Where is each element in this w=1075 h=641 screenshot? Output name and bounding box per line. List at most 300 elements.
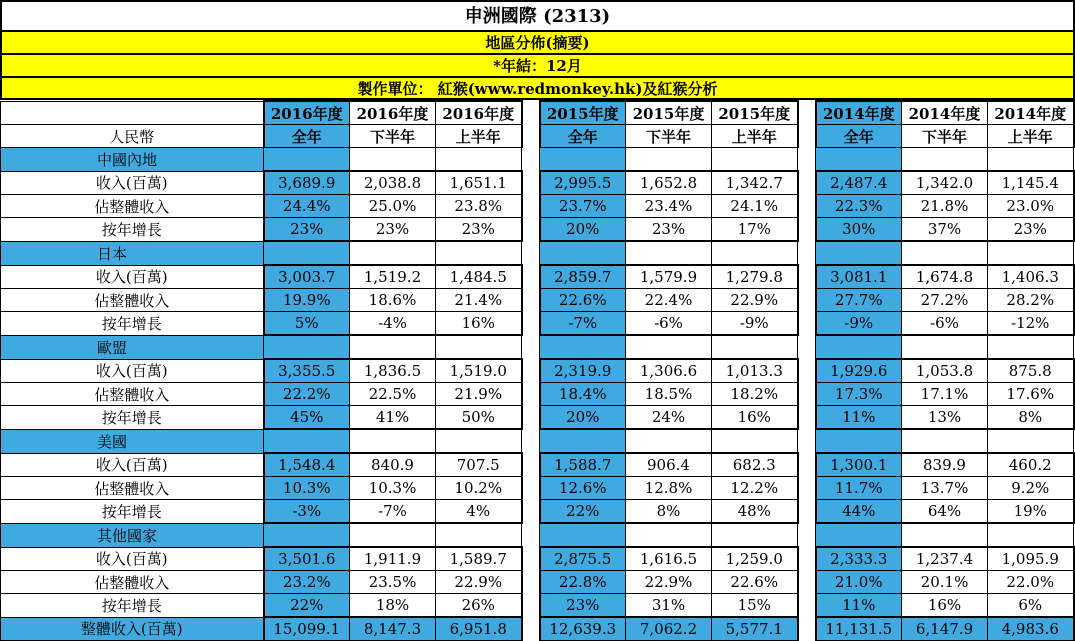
value-cell: 23.8%	[436, 195, 522, 218]
spacer-cell	[522, 148, 540, 172]
value-cell: 1,911.9	[350, 547, 436, 571]
spacer-cell	[798, 101, 816, 125]
empty-cell	[350, 241, 436, 265]
empty-cell	[264, 523, 350, 547]
row-label: 佔整體收入	[1, 383, 264, 406]
empty-cell	[712, 335, 798, 359]
value-cell: 1,519.0	[436, 359, 522, 383]
empty-cell	[436, 241, 522, 265]
empty-cell	[988, 335, 1074, 359]
value-cell: 18.6%	[350, 289, 436, 312]
value-cell: 22.3%	[816, 195, 902, 218]
value-cell: 22.2%	[264, 383, 350, 406]
row-label: 按年增長	[1, 500, 264, 524]
empty-cell	[540, 148, 626, 172]
value-cell: 16%	[436, 312, 522, 336]
period-header-cell: 上半年	[988, 125, 1074, 148]
value-cell: 1,279.8	[712, 265, 798, 289]
growth-row	[1, 500, 1074, 524]
value-cell: 27.2%	[902, 289, 988, 312]
value-cell: 2,875.5	[540, 547, 626, 571]
spacer-cell	[798, 523, 816, 547]
value-cell: 22.6%	[540, 289, 626, 312]
value-cell: 1,674.8	[902, 265, 988, 289]
value-cell: 18.2%	[712, 383, 798, 406]
value-cell: 28.2%	[988, 289, 1074, 312]
year-header-cell: 2014年度	[988, 101, 1074, 125]
period-header-cell: 下半年	[902, 125, 988, 148]
share-row	[1, 383, 1074, 406]
value-cell: -12%	[988, 312, 1074, 336]
value-cell: -9%	[816, 312, 902, 336]
value-cell: 10.3%	[350, 477, 436, 500]
row-label: 佔整體收入	[1, 571, 264, 594]
empty-cell	[540, 241, 626, 265]
empty-cell	[988, 523, 1074, 547]
value-cell: 1,013.3	[712, 359, 798, 383]
value-cell: 2,333.3	[816, 547, 902, 571]
share-row	[1, 571, 1074, 594]
value-cell: 1,300.1	[816, 453, 902, 477]
spacer-cell	[798, 453, 816, 477]
value-cell: 2,995.5	[540, 171, 626, 195]
empty-cell	[626, 335, 712, 359]
region-header-row	[1, 335, 1074, 359]
value-cell: 10.3%	[264, 477, 350, 500]
share-row	[1, 195, 1074, 218]
revenue-row	[1, 547, 1074, 571]
spacer-cell	[798, 335, 816, 359]
value-cell: 24.1%	[712, 195, 798, 218]
empty-cell	[540, 335, 626, 359]
value-cell: 9.2%	[988, 477, 1074, 500]
empty-cell	[988, 429, 1074, 453]
empty-cell	[816, 148, 902, 172]
value-cell: 1,095.9	[988, 547, 1074, 571]
spacer-cell	[522, 265, 540, 289]
value-cell: 22%	[540, 500, 626, 524]
spacer-cell	[798, 359, 816, 383]
empty-cell	[350, 148, 436, 172]
year-header-cell: 2014年度	[902, 101, 988, 125]
spacer-cell	[798, 195, 816, 218]
value-cell: -6%	[626, 312, 712, 336]
growth-row	[1, 312, 1074, 336]
value-cell: 23.5%	[350, 571, 436, 594]
period-header-cell: 上半年	[436, 125, 522, 148]
value-cell: 23.7%	[540, 195, 626, 218]
value-cell: 1,836.5	[350, 359, 436, 383]
spacer-cell	[522, 477, 540, 500]
spacer-cell	[522, 125, 540, 148]
value-cell: 22.5%	[350, 383, 436, 406]
value-cell: 13.7%	[902, 477, 988, 500]
value-cell: 26%	[436, 594, 522, 618]
year-header-cell: 2016年度	[436, 101, 522, 125]
spacer-cell	[522, 383, 540, 406]
value-cell: -7%	[540, 312, 626, 336]
row-label: 佔整體收入	[1, 195, 264, 218]
region-header-row	[1, 148, 1074, 172]
spacer-cell	[522, 500, 540, 524]
value-cell: 23.2%	[264, 571, 350, 594]
year-header-cell: 2016年度	[350, 101, 436, 125]
empty-cell	[436, 148, 522, 172]
value-cell: 41%	[350, 406, 436, 430]
spacer-cell	[522, 571, 540, 594]
value-cell: 24%	[626, 406, 712, 430]
empty-cell	[264, 241, 350, 265]
value-cell: 875.8	[988, 359, 1074, 383]
empty-cell	[712, 148, 798, 172]
region-name: 其他國家	[1, 523, 264, 547]
year-header-cell: 2015年度	[540, 101, 626, 125]
empty-cell	[902, 148, 988, 172]
value-cell: 7,062.2	[626, 617, 712, 641]
row-label: 收入(百萬)	[1, 453, 264, 477]
value-cell: 27.7%	[816, 289, 902, 312]
value-cell: 11%	[816, 406, 902, 430]
share-row	[1, 289, 1074, 312]
empty-cell	[816, 335, 902, 359]
spacer-cell	[798, 241, 816, 265]
value-cell: 23%	[988, 218, 1074, 242]
year-header-cell: 2015年度	[712, 101, 798, 125]
row-label: 按年增長	[1, 218, 264, 242]
value-cell: 23%	[626, 218, 712, 242]
spacer-cell	[798, 383, 816, 406]
spacer-cell	[522, 171, 540, 195]
row-label: 收入(百萬)	[1, 171, 264, 195]
region-header-row	[1, 523, 1074, 547]
region-header-row	[1, 429, 1074, 453]
growth-row	[1, 406, 1074, 430]
spacer-cell	[522, 312, 540, 336]
value-cell: 24.4%	[264, 195, 350, 218]
spacer-cell	[798, 218, 816, 242]
spacer-cell	[798, 289, 816, 312]
spacer-cell	[798, 477, 816, 500]
spacer-cell	[522, 101, 540, 125]
value-cell: 12.8%	[626, 477, 712, 500]
period-header-cell: 下半年	[626, 125, 712, 148]
spacer-cell	[522, 335, 540, 359]
value-cell: 17%	[712, 218, 798, 242]
value-cell: 23.0%	[988, 195, 1074, 218]
producer-note: 製作單位： 紅猴(www.redmonkey.hk)及紅猴分析	[0, 76, 1075, 100]
value-cell: 23%	[540, 594, 626, 618]
period-header-cell: 全年	[540, 125, 626, 148]
value-cell: 37%	[902, 218, 988, 242]
value-cell: 64%	[902, 500, 988, 524]
regional-revenue-table	[0, 100, 1075, 641]
value-cell: 44%	[816, 500, 902, 524]
spacer-cell	[798, 406, 816, 430]
row-label: 按年增長	[1, 406, 264, 430]
value-cell: -4%	[350, 312, 436, 336]
value-cell: -3%	[264, 500, 350, 524]
value-cell: 17.3%	[816, 383, 902, 406]
spacer-cell	[522, 523, 540, 547]
region-name: 美國	[1, 429, 264, 453]
value-cell: 6,951.8	[436, 617, 522, 641]
total-row	[1, 617, 1074, 641]
value-cell: 22.0%	[988, 571, 1074, 594]
empty-cell	[902, 429, 988, 453]
spacer-cell	[522, 289, 540, 312]
value-cell: 1,237.4	[902, 547, 988, 571]
period-header-cell: 全年	[264, 125, 350, 148]
value-cell: 1,306.6	[626, 359, 712, 383]
value-cell: -6%	[902, 312, 988, 336]
spacer-cell	[798, 429, 816, 453]
row-label: 收入(百萬)	[1, 547, 264, 571]
value-cell: 3,081.1	[816, 265, 902, 289]
empty-cell	[626, 523, 712, 547]
year-header-row	[1, 101, 1074, 125]
value-cell: 682.3	[712, 453, 798, 477]
value-cell: 13%	[902, 406, 988, 430]
empty-cell	[712, 523, 798, 547]
value-cell: 12.2%	[712, 477, 798, 500]
empty-cell	[436, 523, 522, 547]
spacer-cell	[798, 148, 816, 172]
row-label: 收入(百萬)	[1, 359, 264, 383]
value-cell: 23%	[350, 218, 436, 242]
spacer-cell	[522, 218, 540, 242]
year-header-cell: 2014年度	[816, 101, 902, 125]
spacer-cell	[798, 617, 816, 641]
value-cell: 23%	[264, 218, 350, 242]
value-cell: 15,099.1	[264, 617, 350, 641]
spacer-cell	[522, 429, 540, 453]
value-cell: 840.9	[350, 453, 436, 477]
empty-cell	[350, 523, 436, 547]
value-cell: 20%	[540, 406, 626, 430]
value-cell: 23%	[436, 218, 522, 242]
region-name: 歐盟	[1, 335, 264, 359]
period-header-cell: 下半年	[350, 125, 436, 148]
value-cell: 22.9%	[436, 571, 522, 594]
value-cell: 12.6%	[540, 477, 626, 500]
value-cell: 1,588.7	[540, 453, 626, 477]
value-cell: 21.4%	[436, 289, 522, 312]
spacer-cell	[798, 571, 816, 594]
spacer-cell	[522, 241, 540, 265]
value-cell: 19.9%	[264, 289, 350, 312]
value-cell: 6,147.9	[902, 617, 988, 641]
value-cell: 460.2	[988, 453, 1074, 477]
value-cell: 1,651.1	[436, 171, 522, 195]
empty-cell	[712, 429, 798, 453]
value-cell: 839.9	[902, 453, 988, 477]
value-cell: -7%	[350, 500, 436, 524]
region-name: 日本	[1, 241, 264, 265]
report-subtitle: 地區分佈(摘要)	[0, 30, 1075, 53]
empty-cell	[712, 241, 798, 265]
value-cell: -9%	[712, 312, 798, 336]
value-cell: 22.6%	[712, 571, 798, 594]
value-cell: 1,548.4	[264, 453, 350, 477]
value-cell: 31%	[626, 594, 712, 618]
spacer-cell	[798, 125, 816, 148]
growth-row	[1, 218, 1074, 242]
spacer-cell	[522, 547, 540, 571]
year-header-cell: 2016年度	[264, 101, 350, 125]
currency-label: 人民幣	[1, 125, 264, 148]
year-header-cell: 2015年度	[626, 101, 712, 125]
empty-cell	[264, 429, 350, 453]
empty-cell	[988, 148, 1074, 172]
value-cell: 1,342.7	[712, 171, 798, 195]
value-cell: 11%	[816, 594, 902, 618]
value-cell: 22%	[264, 594, 350, 618]
value-cell: 21.8%	[902, 195, 988, 218]
value-cell: 5,577.1	[712, 617, 798, 641]
value-cell: 906.4	[626, 453, 712, 477]
value-cell: 3,689.9	[264, 171, 350, 195]
value-cell: 1,406.3	[988, 265, 1074, 289]
value-cell: 4,983.6	[988, 617, 1074, 641]
value-cell: 1,579.9	[626, 265, 712, 289]
revenue-row	[1, 265, 1074, 289]
value-cell: 3,355.5	[264, 359, 350, 383]
spacer-cell	[798, 265, 816, 289]
empty-cell	[264, 335, 350, 359]
value-cell: 8,147.3	[350, 617, 436, 641]
empty-cell	[816, 429, 902, 453]
row-label: 佔整體收入	[1, 477, 264, 500]
value-cell: 1,259.0	[712, 547, 798, 571]
spacer-cell	[522, 359, 540, 383]
value-cell: 48%	[712, 500, 798, 524]
value-cell: 2,859.7	[540, 265, 626, 289]
empty-cell	[626, 241, 712, 265]
spacer-cell	[522, 195, 540, 218]
value-cell: 1,652.8	[626, 171, 712, 195]
empty-cell	[540, 523, 626, 547]
revenue-row	[1, 453, 1074, 477]
value-cell: 16%	[712, 406, 798, 430]
region-name: 中國內地	[1, 148, 264, 172]
empty-cell	[988, 241, 1074, 265]
empty-cell	[436, 335, 522, 359]
value-cell: 1,616.5	[626, 547, 712, 571]
value-cell: 2,038.8	[350, 171, 436, 195]
empty-cell	[816, 523, 902, 547]
share-row	[1, 477, 1074, 500]
value-cell: 11.7%	[816, 477, 902, 500]
value-cell: 22.4%	[626, 289, 712, 312]
row-label: 按年增長	[1, 312, 264, 336]
row-label: 整體收入(百萬)	[1, 617, 264, 641]
value-cell: 22.9%	[626, 571, 712, 594]
value-cell: 4%	[436, 500, 522, 524]
value-cell: 50%	[436, 406, 522, 430]
spacer-cell	[798, 171, 816, 195]
value-cell: 3,003.7	[264, 265, 350, 289]
value-cell: 25.0%	[350, 195, 436, 218]
value-cell: 18.4%	[540, 383, 626, 406]
value-cell: 8%	[988, 406, 1074, 430]
value-cell: 12,639.3	[540, 617, 626, 641]
row-label: 收入(百萬)	[1, 265, 264, 289]
value-cell: 8%	[626, 500, 712, 524]
value-cell: 18%	[350, 594, 436, 618]
value-cell: 30%	[816, 218, 902, 242]
spacer-cell	[798, 500, 816, 524]
value-cell: 20.1%	[902, 571, 988, 594]
empty-cell	[350, 429, 436, 453]
growth-row	[1, 594, 1074, 618]
value-cell: 1,053.8	[902, 359, 988, 383]
spacer-cell	[798, 312, 816, 336]
value-cell: 1,929.6	[816, 359, 902, 383]
empty-cell	[626, 148, 712, 172]
empty-cell	[264, 148, 350, 172]
value-cell: 10.2%	[436, 477, 522, 500]
spacer-cell	[522, 453, 540, 477]
value-cell: 1,589.7	[436, 547, 522, 571]
value-cell: 19%	[988, 500, 1074, 524]
period-header-cell: 上半年	[712, 125, 798, 148]
value-cell: 1,484.5	[436, 265, 522, 289]
value-cell: 45%	[264, 406, 350, 430]
value-cell: 6%	[988, 594, 1074, 618]
value-cell: 17.1%	[902, 383, 988, 406]
value-cell: 22.8%	[540, 571, 626, 594]
spacer-cell	[522, 406, 540, 430]
value-cell: 1,519.2	[350, 265, 436, 289]
value-cell: 1,145.4	[988, 171, 1074, 195]
empty-cell	[902, 241, 988, 265]
header-corner-cell	[1, 101, 264, 125]
spacer-cell	[798, 547, 816, 571]
report-title: 申洲國際 (2313)	[0, 0, 1075, 30]
empty-cell	[350, 335, 436, 359]
row-label: 按年增長	[1, 594, 264, 618]
value-cell: 3,501.6	[264, 547, 350, 571]
value-cell: 1,342.0	[902, 171, 988, 195]
value-cell: 707.5	[436, 453, 522, 477]
value-cell: 22.9%	[712, 289, 798, 312]
empty-cell	[816, 241, 902, 265]
revenue-row	[1, 359, 1074, 383]
value-cell: 18.5%	[626, 383, 712, 406]
period-header-row	[1, 125, 1074, 148]
value-cell: 2,319.9	[540, 359, 626, 383]
value-cell: 15%	[712, 594, 798, 618]
value-cell: 23.4%	[626, 195, 712, 218]
spacer-cell	[798, 594, 816, 618]
empty-cell	[540, 429, 626, 453]
row-label: 佔整體收入	[1, 289, 264, 312]
empty-cell	[902, 335, 988, 359]
empty-cell	[626, 429, 712, 453]
value-cell: 16%	[902, 594, 988, 618]
spacer-cell	[522, 594, 540, 618]
value-cell: 21.0%	[816, 571, 902, 594]
empty-cell	[436, 429, 522, 453]
period-header-cell: 全年	[816, 125, 902, 148]
region-header-row	[1, 241, 1074, 265]
value-cell: 17.6%	[988, 383, 1074, 406]
year-end-note: *年結：12月	[0, 53, 1075, 76]
value-cell: 2,487.4	[816, 171, 902, 195]
value-cell: 5%	[264, 312, 350, 336]
value-cell: 21.9%	[436, 383, 522, 406]
empty-cell	[902, 523, 988, 547]
